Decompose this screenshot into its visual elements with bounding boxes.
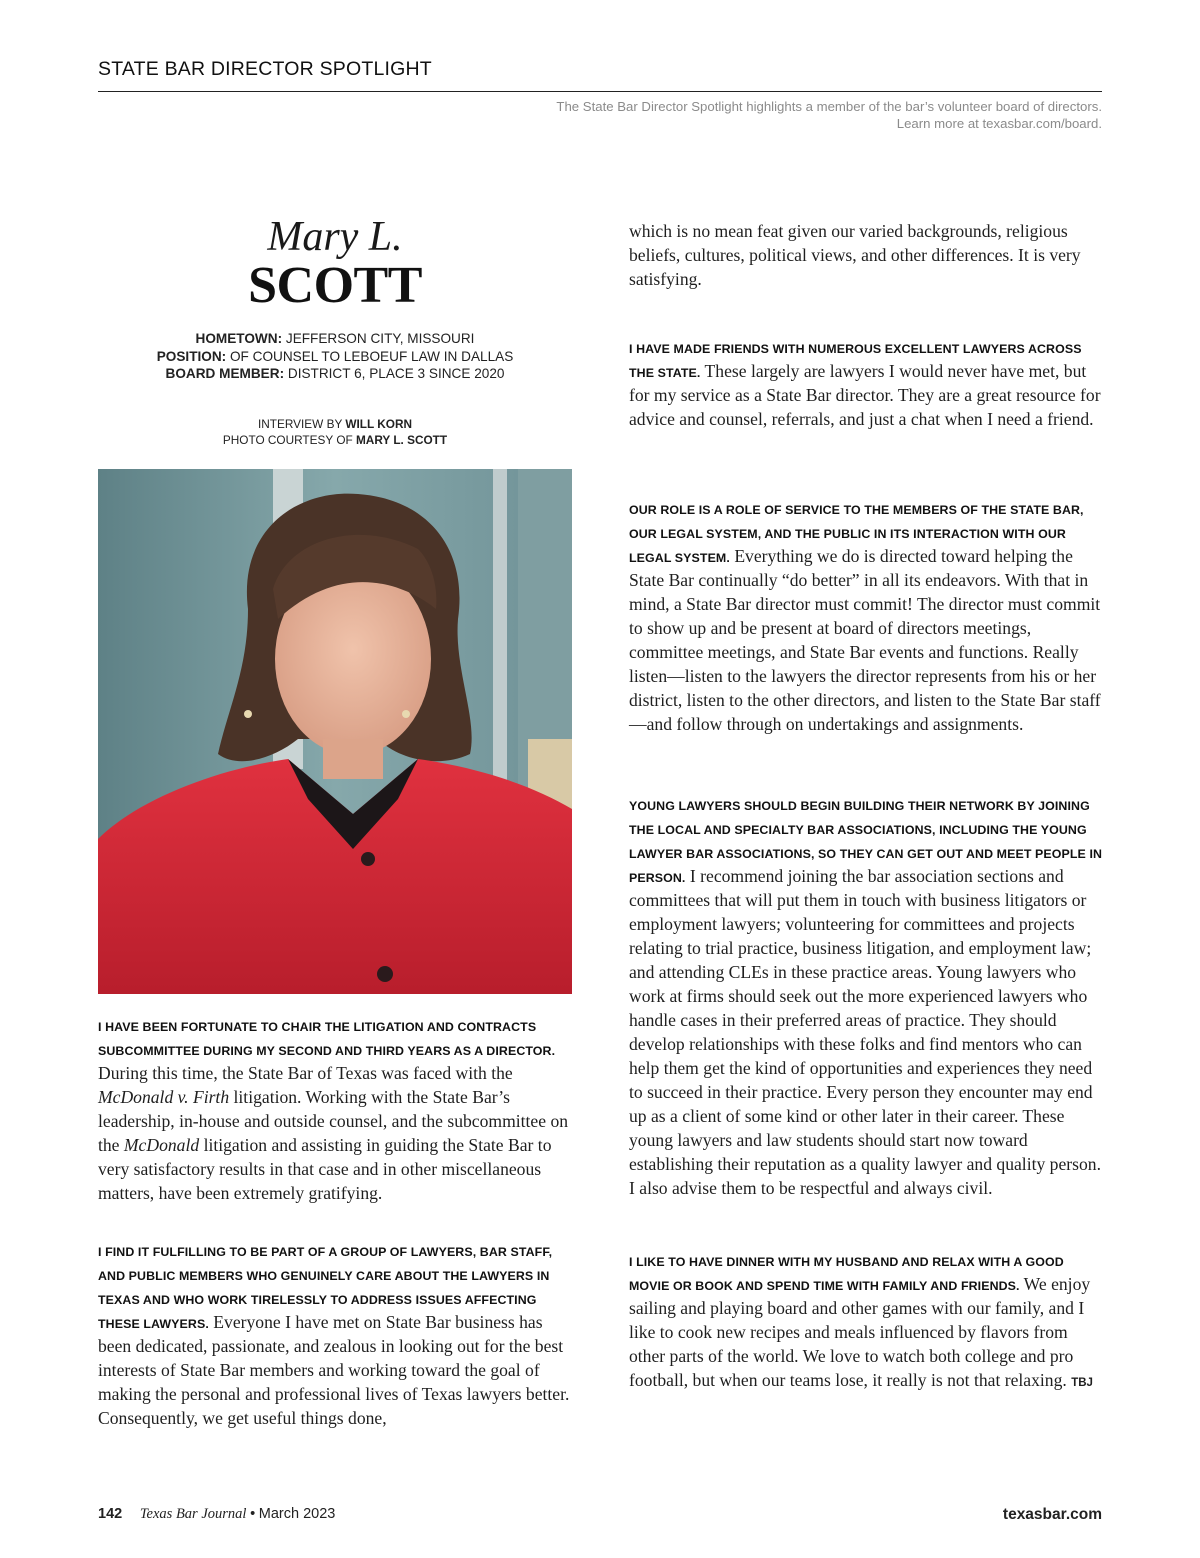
paragraph-body: Everything we do is directed toward helping the State Bar continually “do better” in all its endeavors. With that in mind, a State Bar director must commit! The director must commit to show up and be present at board of directors meetings, committee meetings, and State Bar events and functions. Really listen—listen to the lawyers the director represents from his or her district, listen to the other directors, and listen to the State Bar staff—and follow through on undertakings and assignments. [629, 546, 1101, 734]
paragraph-lead: OUR ROLE IS A ROLE OF SERVICE TO THE MEMBERS OF THE STATE BAR, OUR LEGAL SYSTEM, AND THE PUBLIC IN ITS INTERACTION WITH OUR LEGAL SYSTEM. [629, 503, 1084, 565]
spotlight-intro [402, 98, 1102, 132]
photo-label: PHOTO COURTESY OF [222, 433, 353, 447]
board-value: DISTRICT 6, PLACE 3 SINCE 2020 [287, 366, 505, 381]
paragraph-lead: I FIND IT FULFILLING TO BE PART OF A GROUP OF LAWYERS, BAR STAFF, AND PUBLIC MEMBERS WHO GENUINELY CARE ABOUT THE LAWYERS IN TEXAS AND WHO WORK TIRELESSLY TO ADDRESS ISSUES AFFECTING THESE LAWYERS. [98, 1245, 553, 1331]
paragraph-lead: I LIKE TO HAVE DINNER WITH MY HUSBAND AND RELAX WITH A GOOD MOVIE OR BOOK AND SPEND TIME WITH FAMILY AND FRIENDS. [629, 1255, 1064, 1293]
paragraph-lead: I HAVE BEEN FORTUNATE TO CHAIR THE LITIGATION AND CONTRACTS SUBCOMMITTEE DURING MY SECOND AND THIRD YEARS AS A DIRECTOR. [98, 1020, 556, 1058]
paragraph-litigation [98, 1013, 572, 1205]
portrait-illustration [98, 469, 572, 994]
director-facts [98, 330, 572, 383]
website-link[interactable]: texasbar.com [1002, 1506, 1102, 1523]
hometown-label: HOMETOWN: [195, 331, 283, 346]
position-value: OF COUNSEL TO LEBOEUF LAW IN DALLAS [229, 348, 514, 364]
case-name: McDonald v. Firth [98, 1087, 230, 1107]
paragraph-body: We enjoy sailing and playing board and other games with our family, and I like to cook new recipes and meals influenced by flavors from other parts of the world. We love to watch both college and pro football, but when our teams lose, it really is not that relaxing. [629, 1274, 1091, 1390]
paragraph-body: litigation. Working with the State Bar’s leadership, in-house and outside counsel, and the subcommittee on the [98, 1087, 569, 1155]
hometown-line [98, 330, 572, 348]
board-line [98, 365, 572, 383]
paragraph-body: Everyone I have met on State Bar business has been dedicated, passionate, and zealous in looking out for the best interests of State Bar members and working toward the goal of making the personal and professional lives of Texas lawyers better. Consequently, we get useful things done, [98, 1312, 570, 1428]
paragraph-role [629, 496, 1103, 736]
interviewer-name: WILL KORN [345, 417, 413, 431]
end-mark: TBJ [1071, 1377, 1093, 1389]
intro-line-2: Learn more at texasbar.com/board. [896, 116, 1102, 131]
journal-title: Texas Bar Journal [139, 1506, 247, 1522]
paragraph-young-lawyers [629, 792, 1103, 1200]
position-label: POSITION: [156, 348, 227, 364]
credits [98, 416, 572, 448]
paragraph-lead: I HAVE MADE FRIENDS WITH NUMEROUS EXCELLENT LAWYERS ACROSS THE STATE. [629, 342, 1082, 380]
position-line [98, 348, 572, 366]
page-footer [98, 1506, 1102, 1526]
board-label: BOARD MEMBER: [165, 366, 285, 381]
director-first-name: Mary L. [267, 214, 403, 260]
paragraph-relax [629, 1248, 1103, 1395]
paragraph-lead: YOUNG LAWYERS SHOULD BEGIN BUILDING THEIR NETWORK BY JOINING THE LOCAL AND SPECIALTY BAR ASSOCIATIONS, INCLUDING THE YOUNG LAWYER BAR ASSOCIATIONS, SO THEY CAN GET OUT AND MEET PEOPLE IN PERSON. [629, 799, 1103, 885]
paragraph-body: I recommend joining the bar association sections and committees that will put them in touch with business litigators or employment lawyers; volunteering for committees and projects relating to trial practice, business litigation, and employment law; and attending CLEs in these practice areas. Young lawyers who work at firms should seek out the more experienced lawyers who handle cases in their preferred areas of practice. They should develop relationships with these folks and find mentors who can help them get the kind of opportunities and experiences they need to succeed in their practice. Every person they encounter may end up as a client of some kind or other later in their career. These young lawyers and law students should start now toward establishing their reputation as a quality lawyer and quality person. I also advise them to be respectful and always civil. [629, 866, 1101, 1198]
paragraph-body: During this time, the State Bar of Texas was faced with the [98, 1063, 513, 1083]
page-number: 142 [98, 1506, 123, 1522]
paragraph-fulfilling [98, 1238, 572, 1430]
paragraph-body: These largely are lawyers I would never have met, but for my service as a State Bar director. They are a great resource for advice and counsel, referrals, and just a chat when I need a friend. [629, 361, 1101, 429]
paragraph-fulfilling-continued [629, 219, 1103, 291]
header-rule [98, 91, 1102, 92]
director-portrait-photo [98, 469, 572, 994]
paragraph-body: which is no mean feat given our varied backgrounds, religious beliefs, cultures, political views, and other differences. It is very satisfying. [629, 221, 1081, 289]
interview-label: INTERVIEW BY [257, 417, 343, 431]
section-title: STATE BAR DIRECTOR SPOTLIGHT [98, 58, 432, 80]
hometown-value: JEFFERSON CITY, MISSOURI [285, 331, 475, 346]
paragraph-body: litigation and assisting in guiding the State Bar to very satisfactory results in that case and in other miscellaneous matters, have been extremely gratifying. [98, 1135, 552, 1203]
case-name-short: McDonald [123, 1135, 200, 1155]
footer-separator: • [250, 1506, 256, 1522]
issue-date: March 2023 [258, 1506, 336, 1522]
paragraph-friends [629, 335, 1103, 431]
director-last-name: SCOTT [248, 257, 422, 314]
photographer-name: MARY L. SCOTT [355, 433, 448, 447]
interview-credit [98, 416, 572, 432]
intro-line-1: The State Bar Director Spotlight highlights a member of the bar’s volunteer board of directors. [556, 99, 1102, 114]
photo-credit [98, 432, 572, 448]
